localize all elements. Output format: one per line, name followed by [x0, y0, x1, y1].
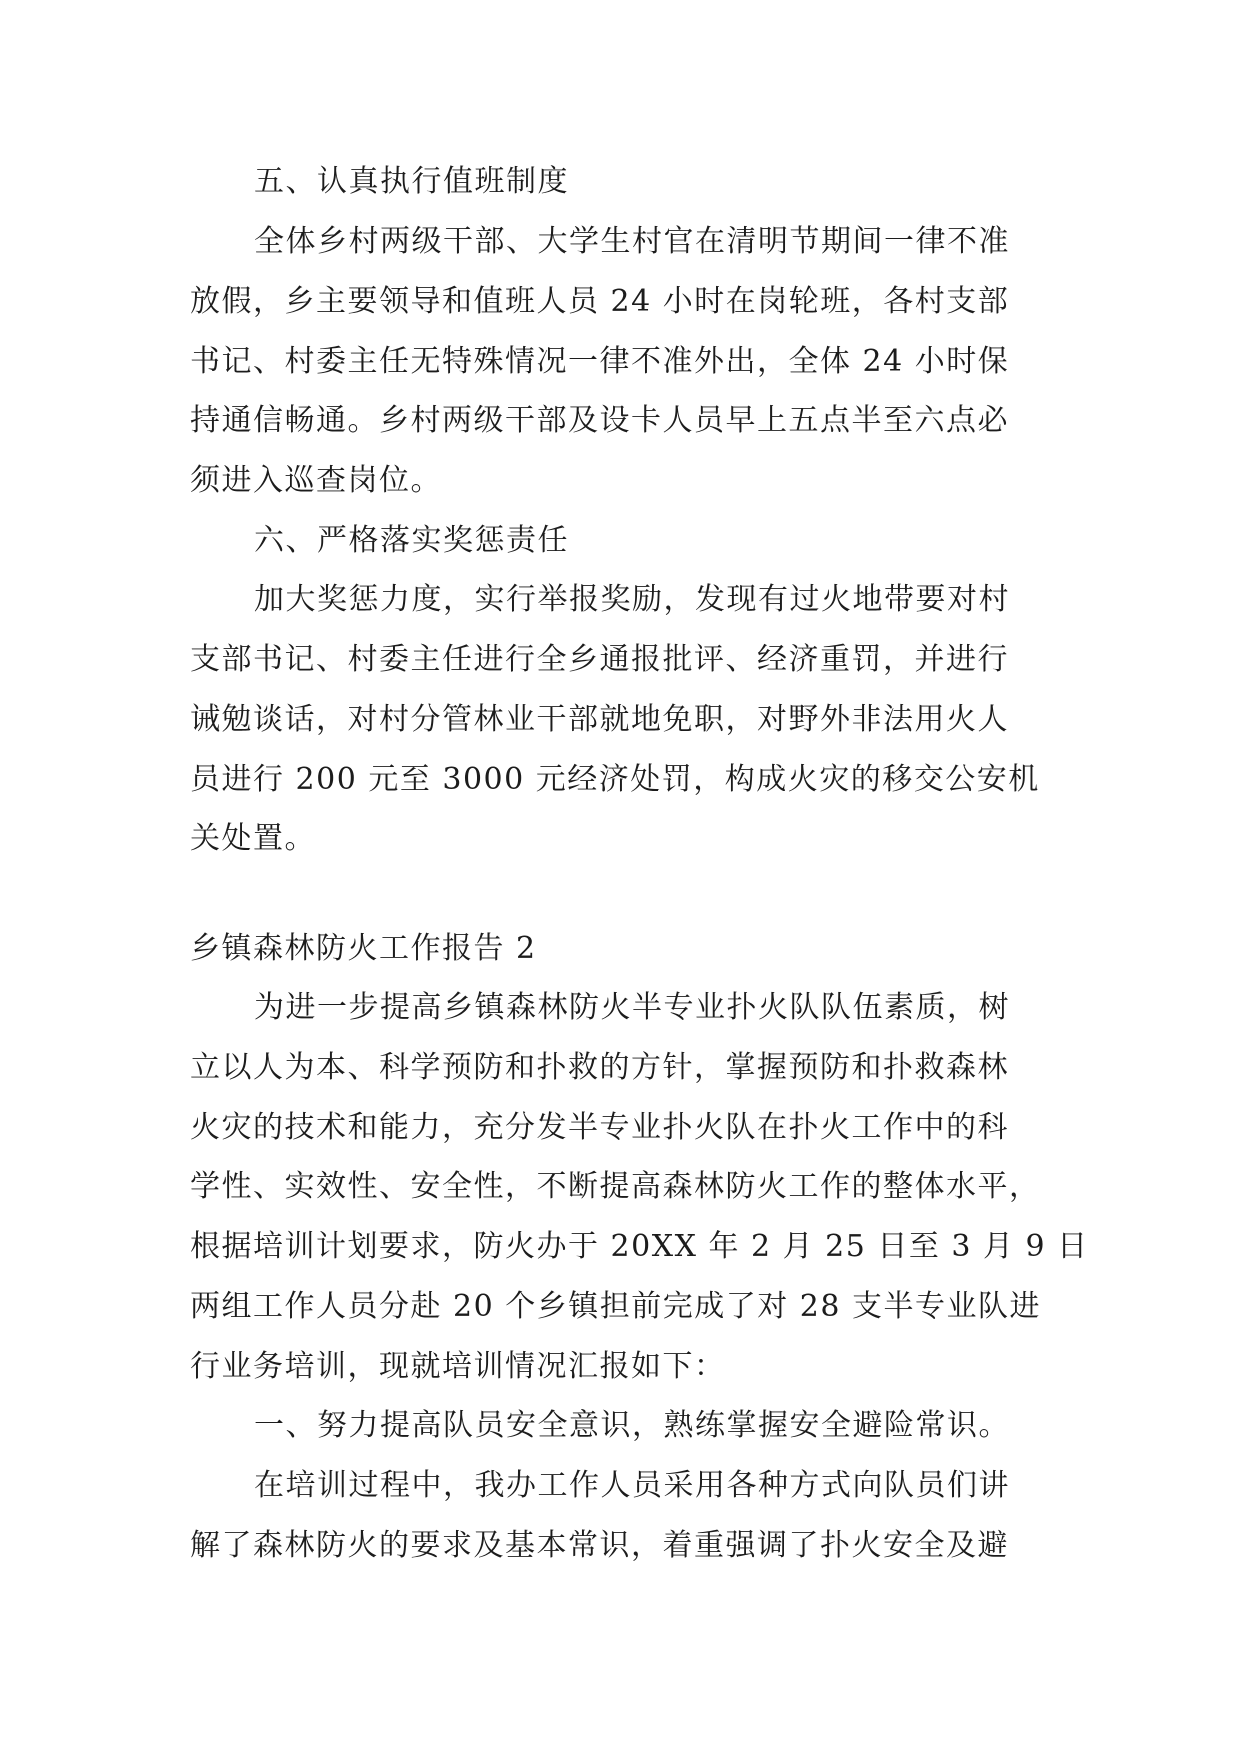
section-5-paragraph-line: 书记、村委主任无特殊情况一律不准外出，全体 24 小时保: [190, 344, 1010, 379]
report-2-intro-line: 为进一步提高乡镇森林防火半专业扑火队队伍素质，树: [254, 990, 1010, 1025]
section-6-paragraph-line: 加大奖惩力度，实行举报奖励，发现有过火地带要对村: [254, 582, 1010, 617]
report-2-section-1-heading: 一、努力提高队员安全意识，熟练掌握安全避险常识。: [254, 1408, 1010, 1443]
section-5-paragraph-line: 全体乡村两级干部、大学生村官在清明节期间一律不准: [254, 224, 1010, 259]
report-2-intro-line: 火灾的技术和能力，充分发半专业扑火队在扑火工作中的科: [190, 1110, 1009, 1145]
section-6-paragraph-line: 关处置。: [190, 821, 316, 856]
section-5-paragraph-line: 放假，乡主要领导和值班人员 24 小时在岗轮班，各村支部: [190, 284, 1010, 319]
report-2-section-1-paragraph-line: 在培训过程中，我办工作人员采用各种方式向队员们讲: [254, 1468, 1010, 1503]
section-5-heading: 五、认真执行值班制度: [254, 164, 569, 199]
section-6-paragraph-line: 诫勉谈话，对村分管林业干部就地免职，对野外非法用火人: [190, 702, 1009, 737]
report-2-section-1-paragraph-line: 解了森林防火的要求及基本常识，着重强调了扑火安全及避: [190, 1528, 1009, 1563]
section-6-paragraph-line: 支部书记、村委主任进行全乡通报批评、经济重罚，并进行: [190, 642, 1009, 677]
report-2-intro-line: 立以人为本、科学预防和扑救的方针，掌握预防和扑救森林: [190, 1050, 1009, 1085]
section-6-paragraph-line: 员进行 200 元至 3000 元经济处罚，构成火灾的移交公安机: [190, 762, 1040, 797]
report-2-intro-line: 学性、实效性、安全性，不断提高森林防火工作的整体水平，: [190, 1169, 1041, 1204]
section-5-paragraph-line: 须进入巡查岗位。: [190, 463, 442, 498]
report-2-title: 乡镇森林防火工作报告 2: [190, 931, 537, 966]
report-2-intro-line: 两组工作人员分赴 20 个乡镇担前完成了对 28 支半专业队进: [190, 1289, 1041, 1324]
report-2-intro-line: 行业务培训，现就培训情况汇报如下：: [190, 1349, 726, 1384]
section-5-paragraph-line: 持通信畅通。乡村两级干部及设卡人员早上五点半至六点必: [190, 403, 1009, 438]
report-2-intro-line: 根据培训计划要求，防火办于 20XX 年 2 月 25 日至 3 月 9 日: [190, 1229, 1089, 1264]
section-6-heading: 六、严格落实奖惩责任: [254, 523, 569, 558]
